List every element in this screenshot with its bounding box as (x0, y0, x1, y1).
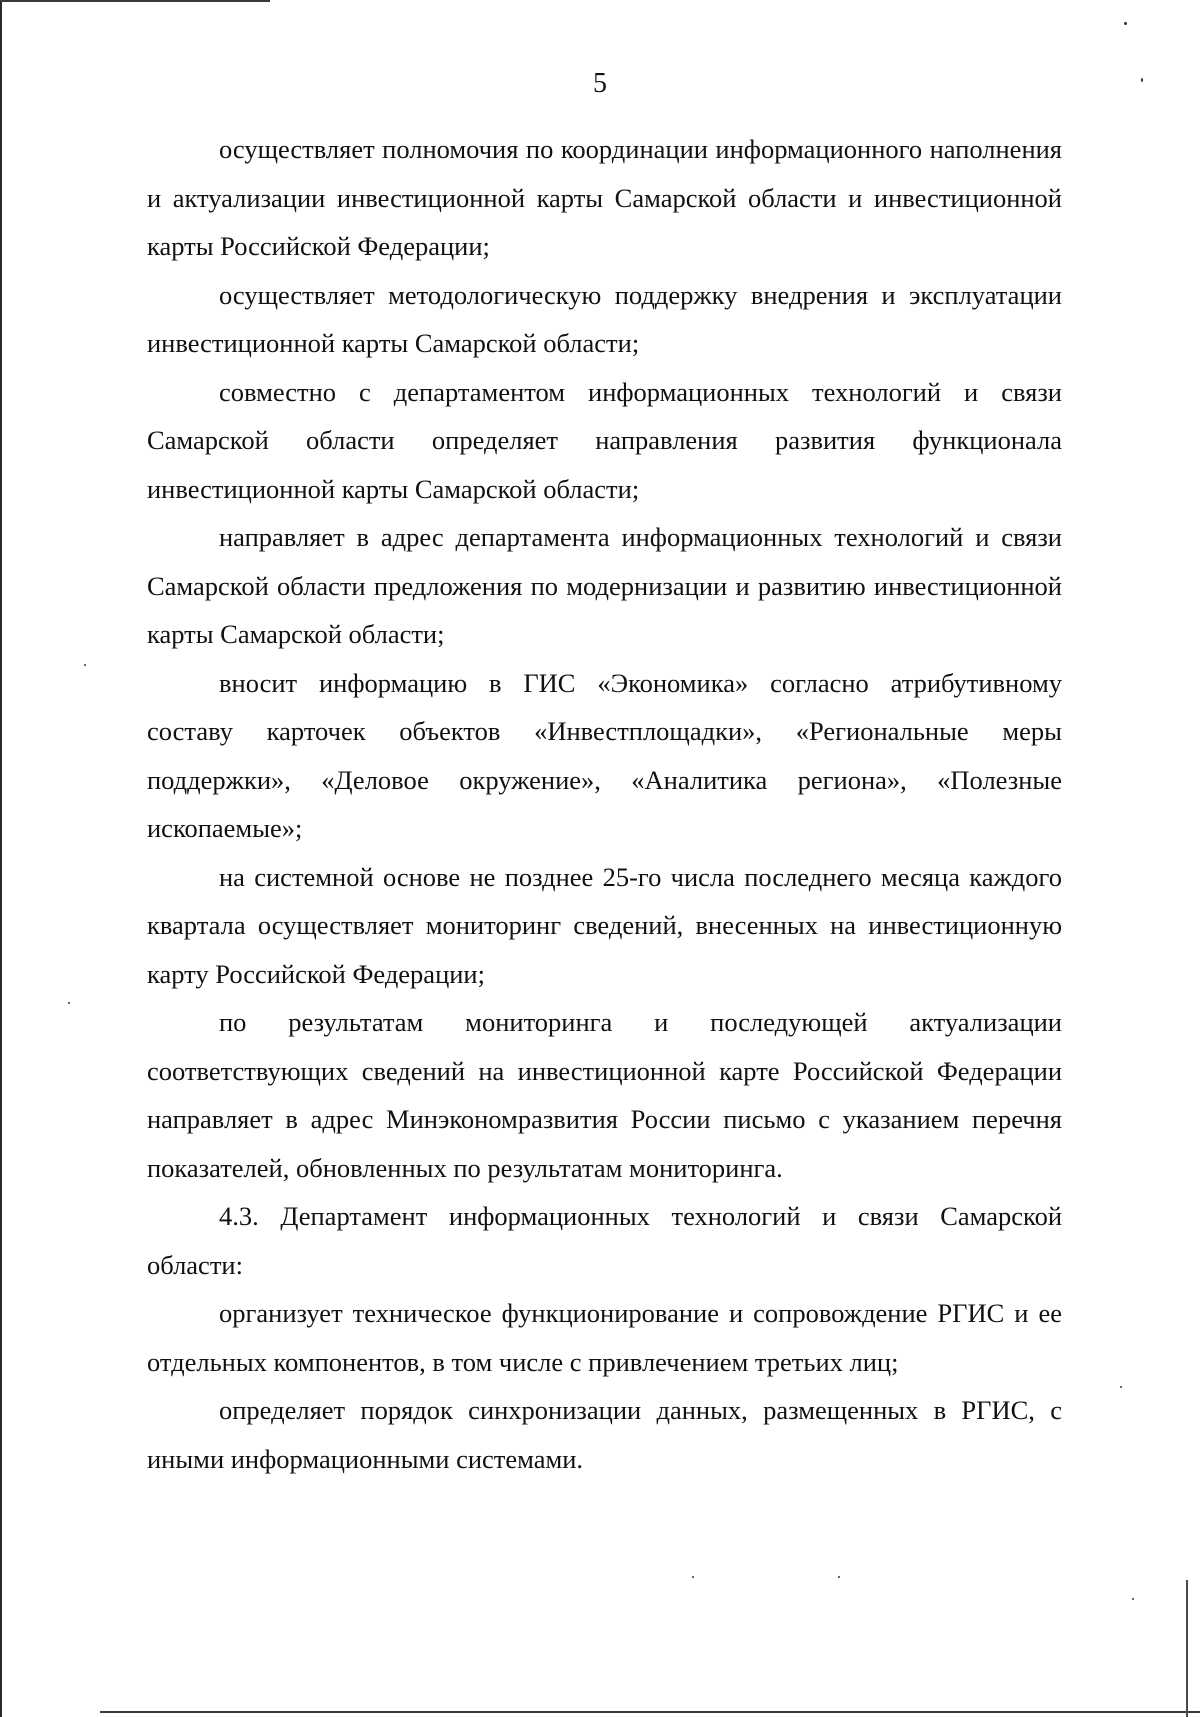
scan-edge-left (0, 0, 2, 1717)
scan-speck (1124, 22, 1127, 25)
page-number: 5 (593, 68, 607, 99)
paragraph: организует техническое функционирование и сопровождение РГИС и ее отдельных компонентов, в том числе с привлечением третьих лиц; (147, 1298, 1062, 1377)
section-heading: 4.3. Департамент информационных технологий и связи Самарской области: (147, 1201, 1062, 1280)
document-body (147, 125, 1062, 1483)
paragraph: по результатам мониторинга и последующей актуализации соответствующих сведений на инвестиционной карте Российской Федерации направляет в адрес Минэкономразвития России письмо с указанием перечня показателей, обновленных по результатам мониторинга. (147, 1007, 1062, 1183)
scan-edge-right (1186, 1580, 1188, 1717)
paragraph: осуществляет полномочия по координации информационного наполнения и актуализации инвестиционной карты Самарской области и инвестиционной карты Российской Федерации; (147, 134, 1062, 261)
paragraph: на системной основе не позднее 25-го числа последнего месяца каждого квартала осуществляет мониторинг сведений, внесенных на инвестиционную карту Российской Федерации; (147, 861, 1062, 989)
scan-speck (692, 1576, 694, 1578)
scan-edge-top (0, 0, 270, 2)
paragraph: направляет в адрес департамента информационных технологий и связи Самарской области предложения по модернизации и развитию инвестиционной карты Самарской области; (147, 522, 1062, 649)
scan-speck (68, 1002, 70, 1004)
paragraph: вносит информацию в ГИС «Экономика» согласно атрибутивному составу карточек объектов «Инвестплощадки», «Региональные меры поддержки», «Деловое окружение», «Аналитика региона», «Полезные ископаемые»; (147, 667, 1062, 843)
scan-speck (84, 664, 86, 666)
scan-speck (1120, 1386, 1122, 1388)
scan-speck (838, 1576, 840, 1578)
paragraph: совместно с департаментом информационных технологий и связи Самарской области определяет направления развития функционала инвестиционной карты Самарской области; (147, 376, 1062, 504)
scan-edge-bottom (100, 1711, 1200, 1713)
paragraph: осуществляет методологическую поддержку внедрения и эксплуатации инвестиционной карты Самарской области; (147, 279, 1062, 358)
scan-speck (1132, 1598, 1134, 1600)
paragraph: определяет порядок синхронизации данных, размещенных в РГИС, с иными информационными системами. (147, 1395, 1062, 1474)
